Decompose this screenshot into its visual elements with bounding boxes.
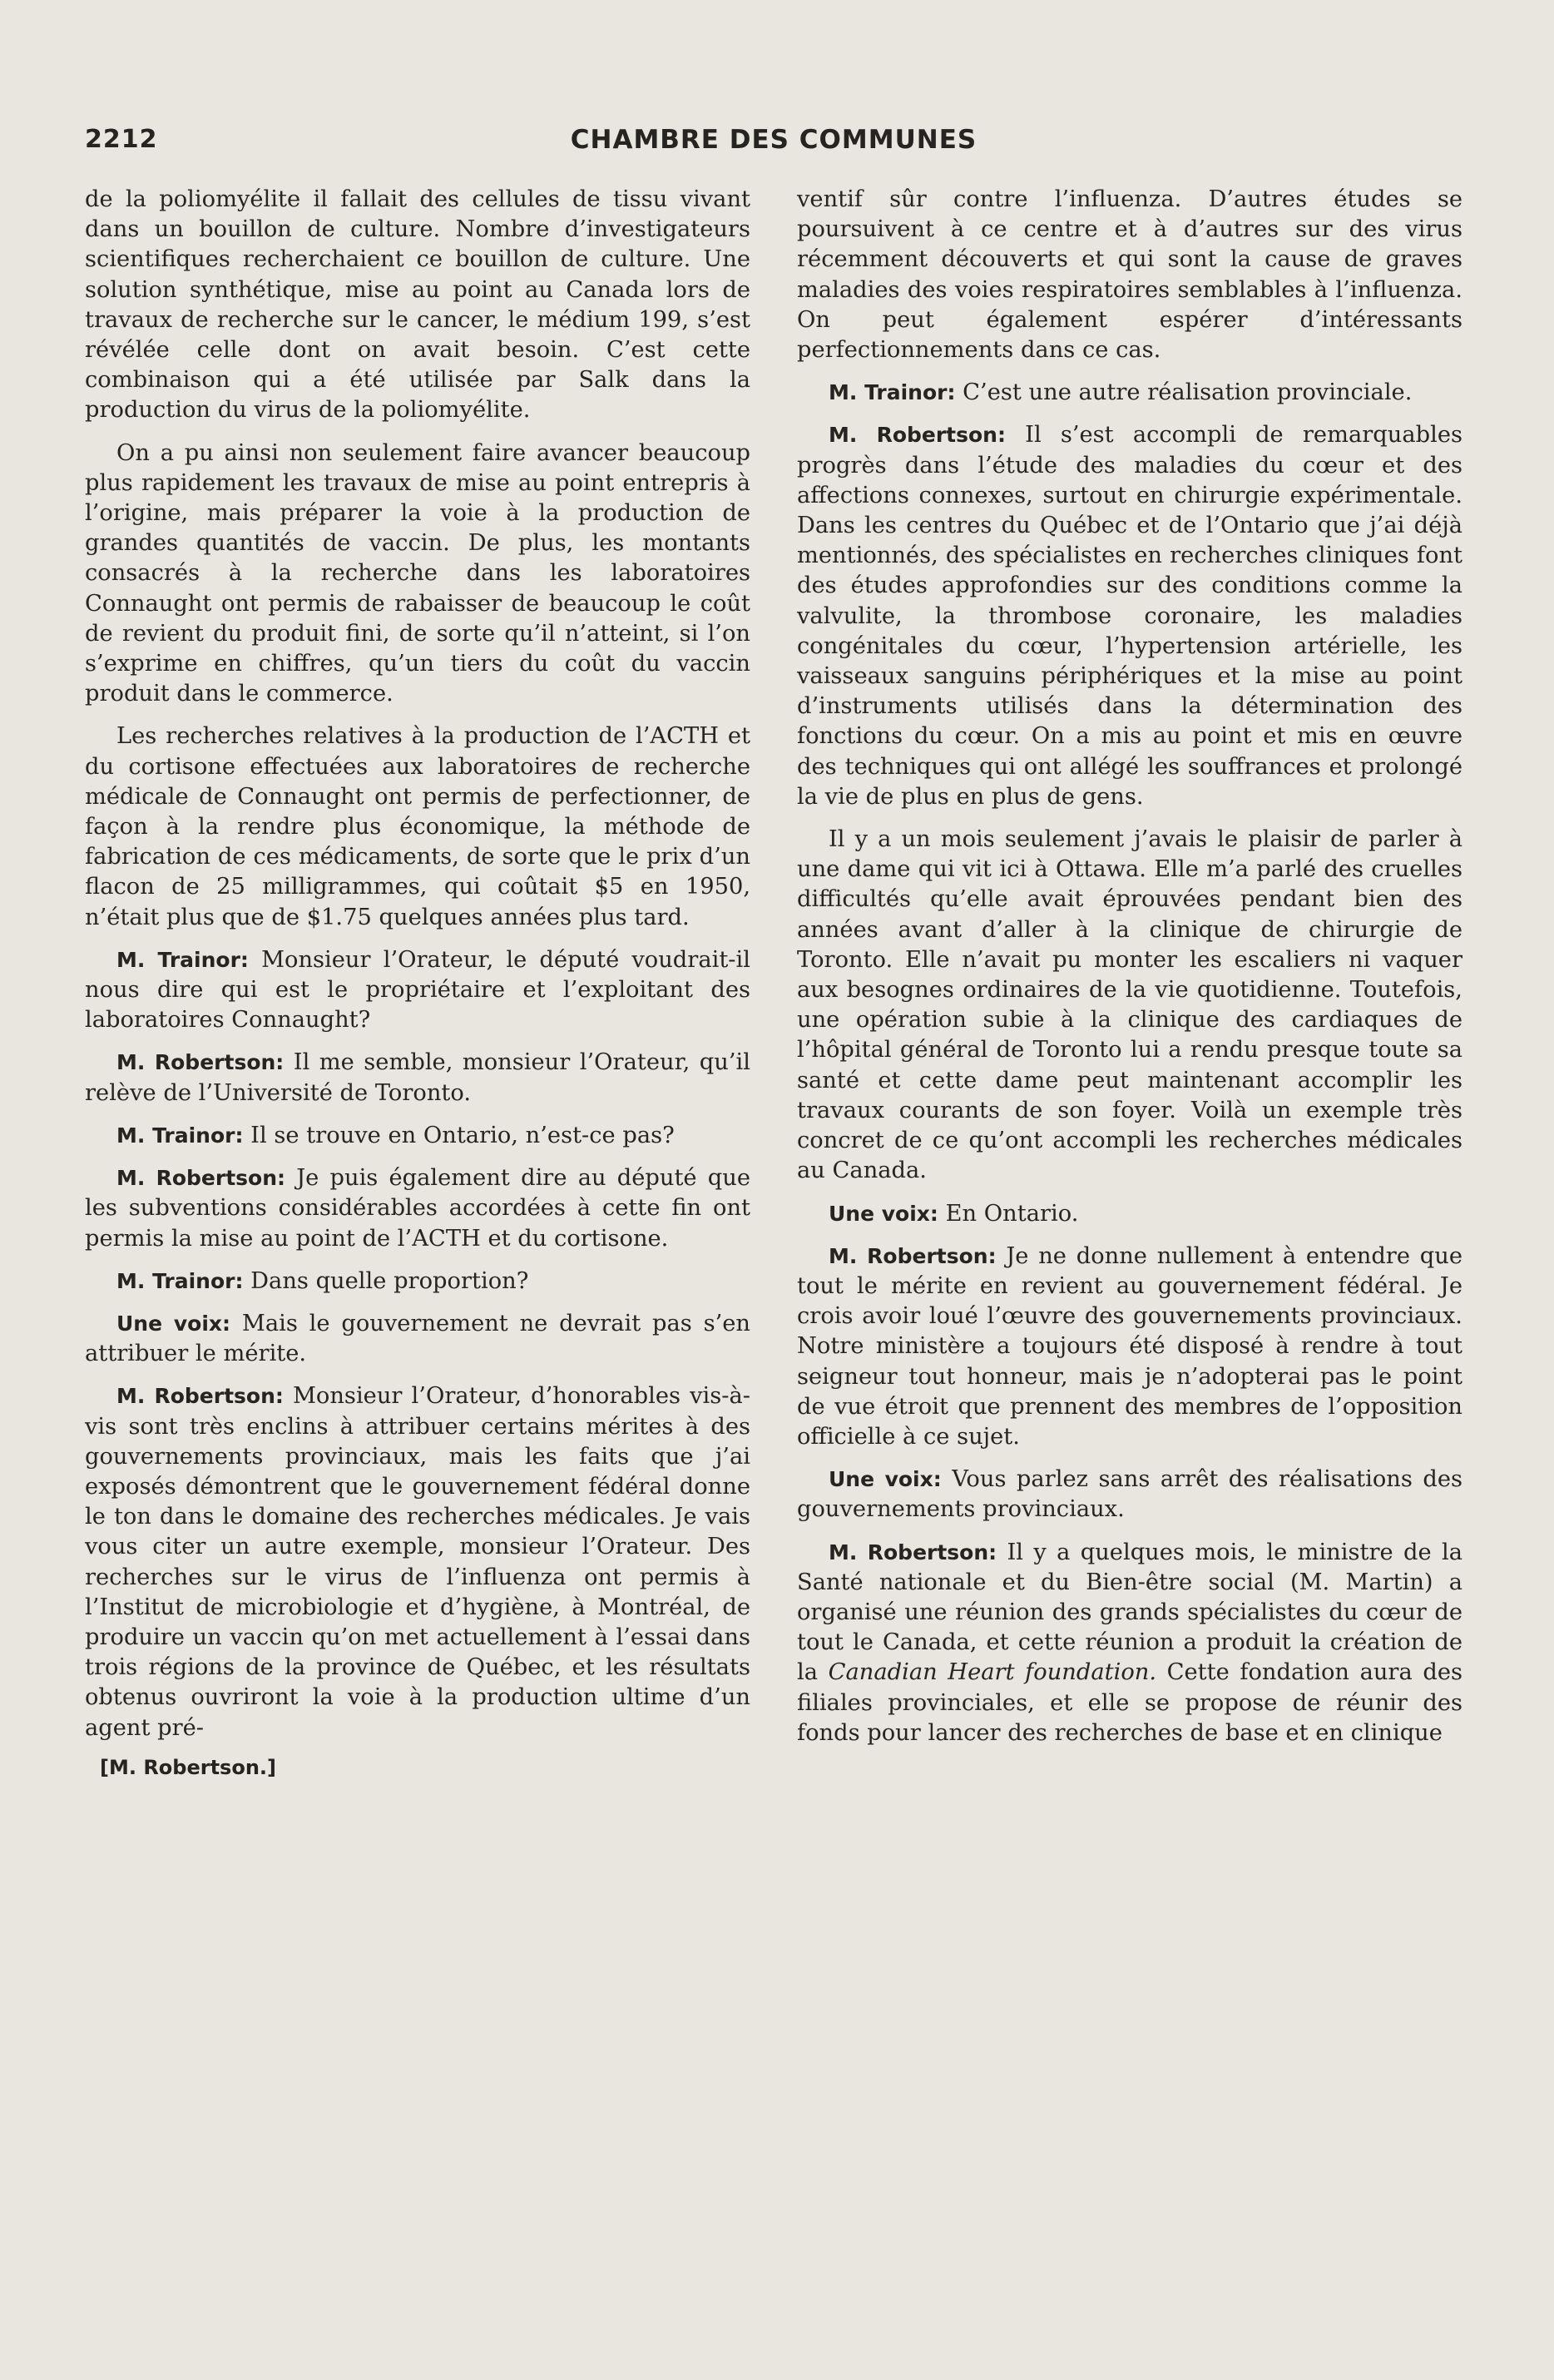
speech-paragraph xyxy=(85,1163,750,1254)
speaker-name: M. Robertson: xyxy=(116,1384,284,1409)
speaker-name: M. Trainor: xyxy=(116,947,249,972)
speaker-name: M. Robertson: xyxy=(829,1243,997,1268)
page-number: 2212 xyxy=(85,125,158,154)
speech-paragraph xyxy=(85,1381,750,1743)
speech-paragraph xyxy=(85,945,750,1036)
speech-paragraph xyxy=(797,420,1462,812)
speech-paragraph xyxy=(85,1121,750,1151)
speech-paragraph xyxy=(85,1309,750,1369)
speech-paragraph xyxy=(797,1199,1462,1229)
text-columns xyxy=(85,185,1462,1779)
speaker-reference: [M. Robertson.] xyxy=(100,1755,277,1779)
paragraph: Les recherches relatives à la production de l’ACTH et du cortisone effectuées aux laboratoires de recherche médicale de Connaught ont permis de perfectionner, de façon à la rendre plus économique, la méthode de fabrication de ces médicaments, de sorte que le prix d’un flacon de 25 milligrammes, qui coûtait $5 en 1950, n’était plus que de $1.75 quelques années plus tard. xyxy=(85,723,750,930)
paragraph: On a pu ainsi non seulement faire avancer beaucoup plus rapidement les travaux de mise au point entrepris à l’origine, mais préparer la voie à la production de grandes quantités de vaccin. De plus, les montants consacrés à la recherche dans les laboratoires Connaught ont permis de rabaisser de beaucoup le coût de revient du produit fini, de sorte qu’il n’atteint, si l’on s’exprime en chiffres, qu’un tiers du coût du vaccin produit dans le commerce. xyxy=(85,439,750,707)
speech-text: Vous parlez sans arrêt des réalisations des gouvernements provinciaux. xyxy=(797,1466,1462,1523)
right-column xyxy=(797,185,1462,1779)
speech-text: Il y a quelques mois, le ministre de la Santé nationale et du Bien-être social (M. Martin) a organisé une réunion des grands spécialistes du cœur de tout le Canada, et cette réunion a produit la création de la xyxy=(797,1539,1462,1686)
speech-paragraph xyxy=(797,1465,1462,1525)
continued-paragraph: ventif sûr contre l’influenza. D’autres études se poursuivent à ce centre et à d’autres sur des virus récemment découverts et qui sont la cause de graves maladies des voies respiratoires semblables à l’influenza. On peut également espérer d’intéressants perfectionnements dans ce cas. xyxy=(797,186,1462,364)
italic-title: Canadian Heart foundation. xyxy=(828,1659,1157,1686)
speaker-name: M. Trainor: xyxy=(829,380,956,405)
speech-text: Mais le gouvernement ne devrait pas s’en attribuer le mérite. xyxy=(85,1310,750,1367)
speech-text: Je puis également dire au député que les subventions considérables accordées à cette fin ont permis la mise au point de l’ACTH et du cortisone. xyxy=(85,1165,750,1252)
speech-text: Il s’est accompli de remarquables progrès dans l’étude des maladies du cœur et des affections connexes, surtout en chirurgie expérimentale. Dans les centres du Québec et de l’Ontario que j’ai déjà mentionnés, des spécialistes en recherches cliniques font des études approfondies sur des conditions comme la valvulite, la thrombose coronaire, les maladies congénitales du cœur, l’hypertension artérielle, les vaisseaux sanguins périphériques et la mise au point d’instruments utilisés dans la détermination des fonctions du cœur. On a mis au point et mis en œuvre des techniques qui ont allégé les souffrances et prolongé la vie de plus en plus de gens. xyxy=(797,422,1462,810)
paragraph: Il y a un mois seulement j’avais le plaisir de parler à une dame qui vit ici à Ottawa. Elle m’a parlé des cruelles difficultés qu’elle avait éprouvées pendant bien des années avant d’aller à la clinique de chirurgie de Toronto. Elle n’avait pu monter les escaliers ni vaquer aux besognes ordinaires de la vie quotidienne. Toutefois, une opération subie à la clinique des cardiaques de l’hôpital général de Toronto lui a rendu presque toute sa santé et cette dame peut maintenant accomplir les travaux courants de son foyer. Voilà un exemple très concret de ce qu’ont accompli les recherches médicales au Canada. xyxy=(797,826,1462,1184)
speech-text: En Ontario. xyxy=(945,1200,1079,1227)
speech-paragraph xyxy=(797,1538,1462,1748)
continued-paragraph: de la poliomyélite il fallait des cellules de tissu vivant dans un bouillon de culture. Nombre d’investigateurs scientifiques recherchaient ce bouillon de culture. Une solution synthétique, mise au point au Canada lors de travaux de recherche sur le cancer, le médium 199, s’est révélée celle dont on avait besoin. C’est cette combinaison qui a été utilisée par Salk dans la production du virus de la poliomyélite. xyxy=(85,186,750,424)
speech-text: Il me semble, monsieur l’Orateur, qu’il relève de l’Université de Toronto. xyxy=(85,1049,750,1106)
running-head: CHAMBRE DES COMMUNES xyxy=(570,125,977,155)
speaker-name: M. Robertson: xyxy=(829,1540,997,1564)
speaker-name: Une voix: xyxy=(829,1467,942,1492)
speaker-name: M. Robertson: xyxy=(116,1050,285,1075)
speech-text-after: Cette fondation aura des filiales provinciales, et elle se propose de réunir des fonds pour lancer des recherches de base et en clinique xyxy=(797,1659,1462,1746)
speaker-name: M. Trainor: xyxy=(116,1268,244,1293)
speech-paragraph xyxy=(85,1267,750,1297)
speech-paragraph xyxy=(797,1242,1462,1452)
speech-text: Je ne donne nullement à entendre que tout le mérite en revient au gouvernement fédéral. Je crois avoir loué l’œuvre des gouvernements provinciaux. Notre ministère a toujours été disposé à rendre à tout seigneur tout honneur, mais je n’adopterai pas le point de vue étroit que prennent des membres de l’opposition officielle à ce sujet. xyxy=(797,1242,1462,1450)
speaker-name: Une voix: xyxy=(829,1201,938,1226)
speech-text: Il se trouve en Ontario, n’est-ce pas? xyxy=(250,1122,675,1148)
left-column xyxy=(85,185,750,1779)
speaker-name: Une voix: xyxy=(116,1311,231,1336)
speech-text: C’est une autre réalisation provinciale. xyxy=(963,379,1413,406)
page-header xyxy=(85,125,1462,175)
speech-paragraph xyxy=(85,1048,750,1108)
speech-text: Dans quelle proportion? xyxy=(250,1267,529,1294)
speaker-name: M. Trainor: xyxy=(116,1123,244,1148)
speaker-name: M. Robertson: xyxy=(116,1166,286,1191)
speech-text: Monsieur l’Orateur, d’honorables vis-à-vis sont très enclins à attribuer certains mérites à des gouvernements provinciaux, mais les faits que j’ai exposés démontrent que le gouvernement fédéral donne le ton dans le domaine des recherches médicales. Je vais vous citer un autre exemple, monsieur l’Orateur. Des recherches sur le virus de l’influenza ont permis à l’Institut de microbiologie et d’hygiène, à Montréal, de produire un vaccin qu’on met actuellement à l’essai dans trois régions de la province de Québec, et les résultats obtenus ouvriront la voie à la production ultime d’un agent pré- xyxy=(85,1383,750,1741)
speech-paragraph xyxy=(797,378,1462,408)
speech-text: Monsieur l’Orateur, le député voudrait-il nous dire qui est le propriétaire et l’exploitant des laboratoires Connaught? xyxy=(85,946,750,1034)
speaker-name: M. Robertson: xyxy=(829,423,1006,448)
